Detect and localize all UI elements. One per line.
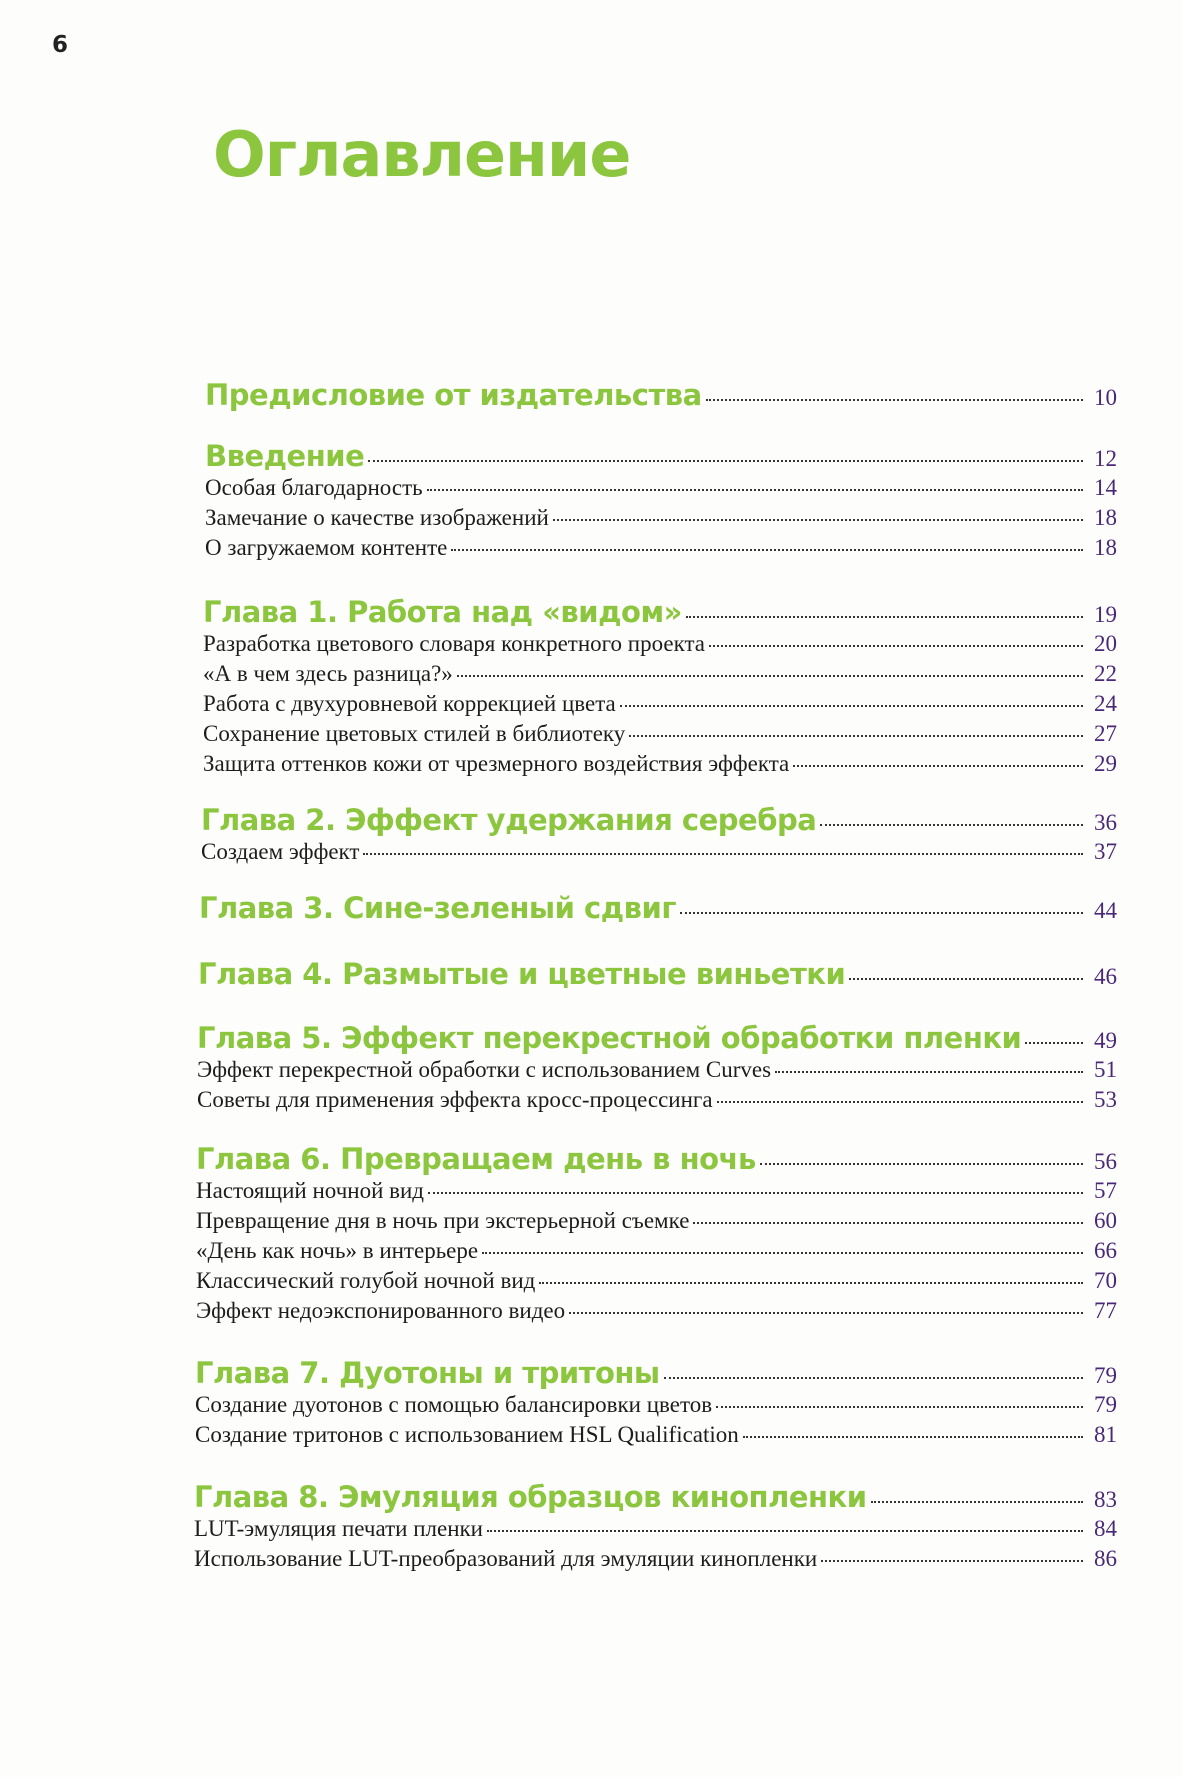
toc-subsection-item[interactable] (196, 1268, 1117, 1298)
toc-subsection-item-page-number: 79 (1094, 1392, 1117, 1417)
toc-subsection-item[interactable] (203, 751, 1117, 781)
toc-subsection-item-title: LUT-эмуляция печати пленки (194, 1516, 483, 1541)
toc-subsection-item-title: Создание тритонов с использованием HSL Qualification (195, 1422, 739, 1447)
dot-leader (482, 1252, 1083, 1254)
toc-chapter-heading-title: Глава 7. Дуотоны и тритоны (195, 1356, 660, 1390)
toc-chapter-heading[interactable] (196, 1142, 1117, 1178)
toc-chapter-heading-page-number: 83 (1094, 1487, 1117, 1512)
toc-section (203, 595, 1117, 781)
dot-leader (693, 1222, 1083, 1224)
dot-leader (539, 1282, 1083, 1284)
dot-leader (775, 1071, 1083, 1073)
toc-chapter-heading[interactable] (195, 1356, 1117, 1392)
toc-section (199, 891, 1117, 927)
dot-leader (553, 519, 1083, 521)
toc-subsection-item-title: Настоящий ночной вид (196, 1178, 425, 1203)
dot-leader (664, 1377, 1083, 1379)
toc-chapter-heading-title: Глава 3. Сине-зеленый сдвиг (199, 891, 676, 925)
toc-subsection-item-title: Эффект недоэкспонированного видео (196, 1298, 566, 1323)
toc-chapter-heading-page-number: 12 (1094, 446, 1117, 471)
toc-subsection-item[interactable] (197, 1087, 1117, 1117)
toc-section (195, 1356, 1117, 1452)
toc-subsection-item-page-number: 18 (1094, 505, 1117, 530)
toc-chapter-heading-title: Введение (205, 439, 365, 473)
toc-chapter-heading[interactable] (197, 1021, 1117, 1057)
toc-chapter-heading[interactable] (199, 891, 1117, 927)
table-of-contents (194, 378, 1117, 1576)
dot-leader (457, 675, 1083, 677)
toc-subsection-item-page-number: 77 (1094, 1298, 1117, 1323)
toc-chapter-heading-page-number: 79 (1094, 1363, 1117, 1388)
toc-chapter-heading-title: Глава 2. Эффект удержания серебра (201, 803, 817, 837)
toc-subsection-item-title: Классический голубой ночной вид (196, 1268, 536, 1293)
toc-subsection-item-title: Превращение дня в ночь при экстерьерной съемке (196, 1208, 690, 1233)
dot-leader (427, 489, 1083, 491)
toc-subsection-item-page-number: 37 (1094, 839, 1117, 864)
dot-leader (1025, 1042, 1083, 1044)
toc-subsection-item-title: Замечание о качестве изображений (205, 505, 549, 530)
toc-chapter-heading-page-number: 10 (1094, 385, 1117, 410)
toc-subsection-item-title: Защита оттенков кожи от чрезмерного воздействия эффекта (203, 751, 790, 776)
toc-subsection-item[interactable] (205, 535, 1117, 565)
toc-subsection-item-title: «А в чем здесь разница?» (203, 661, 453, 686)
dot-leader (363, 853, 1083, 855)
toc-subsection-item-page-number: 70 (1094, 1268, 1117, 1293)
dot-leader (428, 1192, 1083, 1194)
toc-subsection-item[interactable] (196, 1238, 1117, 1268)
toc-subsection-item-title: Работа с двухуровневой коррекцией цвета (203, 691, 616, 716)
toc-chapter-heading-page-number: 49 (1094, 1028, 1117, 1053)
dot-leader (821, 1560, 1083, 1562)
toc-chapter-heading-page-number: 46 (1094, 964, 1117, 989)
dot-leader (706, 399, 1083, 401)
dot-leader (760, 1163, 1083, 1165)
toc-subsection-item-title: Создаем эффект (201, 839, 360, 864)
toc-subsection-item-title: Сохранение цветовых стилей в библиотеку (203, 721, 626, 746)
toc-subsection-item[interactable] (194, 1516, 1117, 1546)
toc-subsection-item[interactable] (203, 691, 1117, 721)
toc-section (205, 439, 1117, 565)
toc-title: Оглавление (213, 118, 631, 191)
toc-subsection-item-page-number: 86 (1094, 1546, 1117, 1571)
toc-subsection-item-page-number: 60 (1094, 1208, 1117, 1233)
dot-leader (849, 978, 1083, 980)
toc-subsection-item-page-number: 27 (1094, 721, 1117, 746)
page-number: 6 (52, 32, 69, 58)
toc-subsection-item[interactable] (205, 475, 1117, 505)
toc-chapter-heading[interactable] (205, 439, 1117, 475)
toc-subsection-item-title: О загружаемом контенте (205, 535, 448, 560)
toc-chapter-heading-title: Предисловие от издательства (205, 378, 702, 412)
toc-subsection-item[interactable] (203, 721, 1117, 751)
toc-chapter-heading-title: Глава 8. Эмуляция образцов кинопленки (194, 1480, 867, 1514)
dot-leader (686, 616, 1083, 618)
toc-subsection-item-page-number: 53 (1094, 1087, 1117, 1112)
toc-subsection-item-page-number: 22 (1094, 661, 1117, 686)
toc-subsection-item[interactable] (194, 1546, 1117, 1576)
toc-chapter-heading-page-number: 36 (1094, 810, 1117, 835)
toc-chapter-heading[interactable] (198, 957, 1117, 993)
toc-section (201, 803, 1117, 869)
dot-leader (569, 1312, 1083, 1314)
toc-chapter-heading-title: Глава 4. Размытые и цветные виньетки (198, 957, 846, 991)
toc-chapter-heading-title: Глава 1. Работа над «видом» (203, 595, 682, 629)
toc-subsection-item[interactable] (196, 1178, 1117, 1208)
toc-subsection-item[interactable] (195, 1392, 1117, 1422)
toc-chapter-heading[interactable] (205, 378, 1117, 414)
toc-subsection-item[interactable] (203, 661, 1117, 691)
dot-leader (368, 460, 1083, 462)
toc-subsection-item-title: Создание дуотонов с помощью балансировки цветов (195, 1392, 713, 1417)
toc-chapter-heading[interactable] (203, 595, 1117, 631)
dot-leader (793, 765, 1083, 767)
toc-chapter-heading-page-number: 44 (1094, 898, 1117, 923)
dot-leader (487, 1530, 1083, 1532)
toc-subsection-item[interactable] (195, 1422, 1117, 1452)
dot-leader (871, 1501, 1083, 1503)
toc-subsection-item-page-number: 81 (1094, 1422, 1117, 1447)
toc-subsection-item[interactable] (201, 839, 1117, 869)
toc-section (196, 1142, 1117, 1328)
toc-subsection-item-page-number: 29 (1094, 751, 1117, 776)
toc-subsection-item-page-number: 84 (1094, 1516, 1117, 1541)
toc-chapter-heading[interactable] (194, 1480, 1117, 1516)
toc-subsection-item[interactable] (205, 505, 1117, 535)
toc-section (194, 1480, 1117, 1576)
toc-subsection-item-page-number: 20 (1094, 631, 1117, 656)
toc-subsection-item-page-number: 18 (1094, 535, 1117, 560)
toc-subsection-item[interactable] (196, 1298, 1117, 1328)
toc-subsection-item[interactable] (196, 1208, 1117, 1238)
dot-leader (743, 1436, 1083, 1438)
toc-subsection-item-page-number: 57 (1094, 1178, 1117, 1203)
toc-subsection-item-title: Использование LUT-преобразований для эмуляции кинопленки (194, 1546, 818, 1571)
toc-subsection-item-page-number: 66 (1094, 1238, 1117, 1263)
toc-subsection-item-title: Разработка цветового словаря конкретного проекта (203, 631, 705, 656)
dot-leader (717, 1101, 1083, 1103)
toc-subsection-item[interactable] (197, 1057, 1117, 1087)
toc-section (197, 1021, 1117, 1117)
toc-section (205, 378, 1117, 414)
dot-leader (709, 645, 1083, 647)
dot-leader (716, 1406, 1083, 1408)
toc-subsection-item-title: Эффект перекрестной обработки с использованием Curves (197, 1057, 772, 1082)
toc-chapter-heading[interactable] (201, 803, 1117, 839)
toc-chapter-heading-title: Глава 6. Превращаем день в ночь (196, 1142, 756, 1176)
toc-chapter-heading-page-number: 19 (1094, 602, 1117, 627)
toc-subsection-item-title: Особая благодарность (205, 475, 423, 500)
toc-subsection-item-page-number: 24 (1094, 691, 1117, 716)
toc-chapter-heading-page-number: 56 (1094, 1149, 1117, 1174)
dot-leader (620, 705, 1083, 707)
dot-leader (820, 824, 1083, 826)
toc-section (198, 957, 1117, 993)
toc-chapter-heading-title: Глава 5. Эффект перекрестной обработки пленки (197, 1021, 1022, 1055)
dot-leader (629, 735, 1083, 737)
toc-subsection-item[interactable] (203, 631, 1117, 661)
toc-subsection-item-title: «День как ночь» в интерьере (196, 1238, 479, 1263)
toc-subsection-item-page-number: 51 (1094, 1057, 1117, 1082)
dot-leader (451, 549, 1083, 551)
toc-subsection-item-page-number: 14 (1094, 475, 1117, 500)
toc-subsection-item-title: Советы для применения эффекта кросс-процессинга (197, 1087, 713, 1112)
dot-leader (680, 912, 1083, 914)
